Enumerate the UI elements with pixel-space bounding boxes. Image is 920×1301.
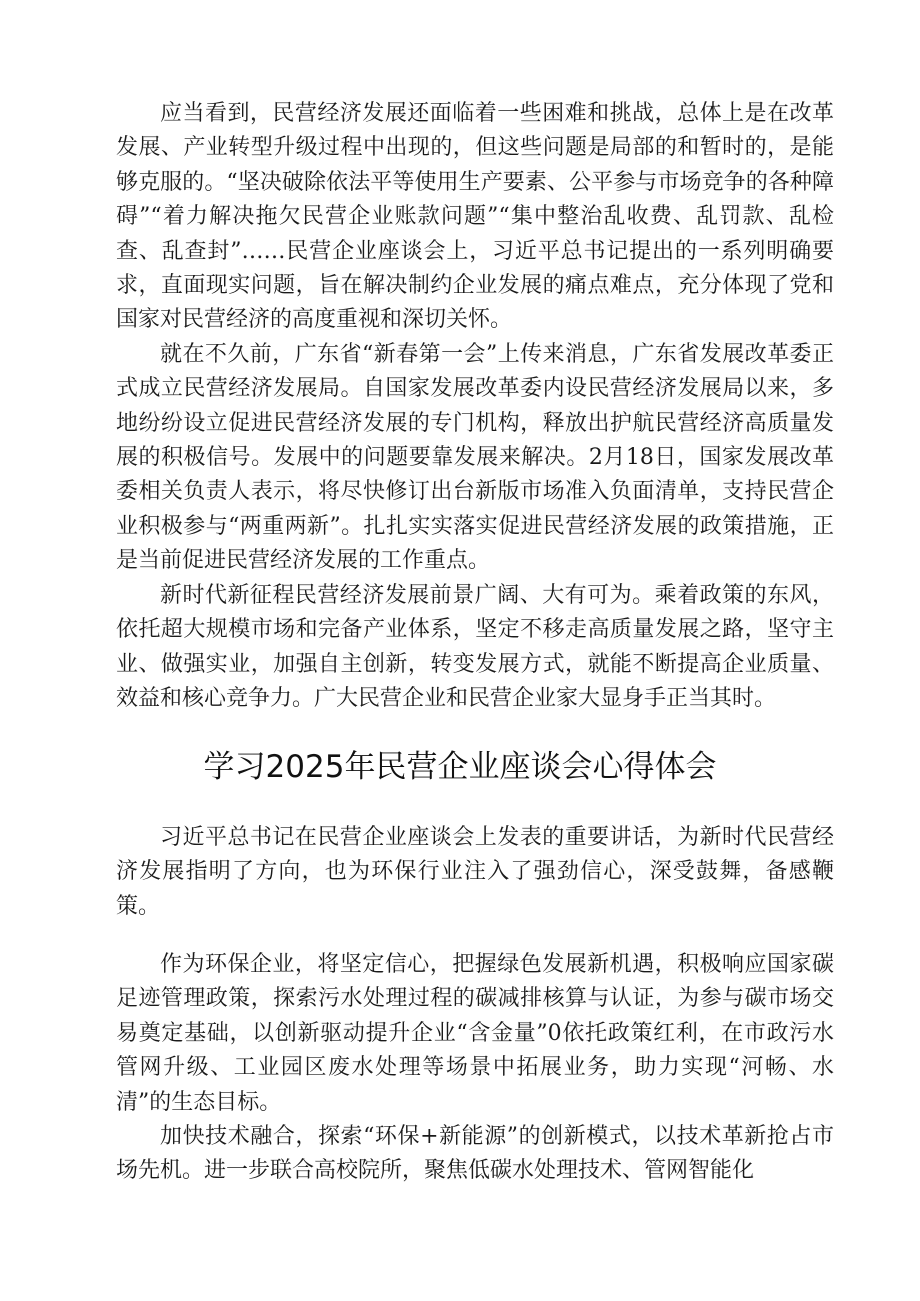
section-intro [116,821,834,924]
paragraph: 加快技术融合，探索“环保+新能源”的创新模式，以技术革新抢占市场先机。进一步联合高校院所，聚焦低碳水处理技术、管网智能化 [116,1124,834,1184]
paragraph: 应当看到，民营经济发展还面临着一些困难和挑战，总体上是在改革发展、产业转型升级过程中出现的，但这些问题是局部的和暂时的，是能够克服的。“坚决破除依法平等使用生产要素、公平参与市场竞争的各种障碍”“着力解决拖欠民营企业账款问题”“集中整治乱收费、乱罚款、乱检查、乱查封”……民营企业座谈会上，习近平总书记提出的一系列明确要求，直面现实问题，旨在解决制约企业发展的痛点难点，充分体现了党和国家对民营经济的高度重视和深切关怀。 [116,101,834,333]
paragraph: 习近平总书记在民营企业座谈会上发表的重要讲话，为新时代民营经济发展指明了方向，也为环保行业注入了强劲信心，深受鼓舞，备感鞭策。 [116,825,834,919]
paragraph: 作为环保企业，将坚定信心，把握绿色发展新机遇，积极响应国家碳足迹管理政策，探索污水处理过程的碳减排核算与认证，为参与碳市场交易奠定基础，以创新驱动提升企业“含金量”0依托政策红利，在市政污水管网升级、工业园区废水处理等场景中拓展业务，助力实现“河畅、水清”的生态目标。 [116,952,834,1115]
article-top-body [116,97,834,716]
paragraph: 就在不久前，广东省“新春第一会”上传来消息，广东省发展改革委正式成立民营经济发展局。自国家发展改革委内设民营经济发展局以来，多地纷纷设立促进民营经济发展的专门机构，释放出护航民营经济高质量发展的积极信号。发展中的问题要靠发展来解决。2月18日，国家发展改革委相关负责人表示，将尽快修订出台新版市场准入负面清单，支持民营企业积极参与“两重两新”。扎扎实实落实促进民营经济发展的政策措施，正是当前促进民营经济发展的工作重点。 [116,341,834,574]
section-body [116,948,834,1189]
section-title: 学习2025年民营企业座谈会心得体会 [203,749,717,785]
paragraph: 新时代新征程民营经济发展前景广阔、大有可为。乘着政策的东风，依托超大规模市场和完备产业体系，坚定不移走高质量发展之路，坚守主业、做强实业，加强自主创新，转变发展方式，就能不断提高企业质量、效益和核心竞争力。广大民营企业和民营企业家大显身手正当其时。 [116,582,834,711]
